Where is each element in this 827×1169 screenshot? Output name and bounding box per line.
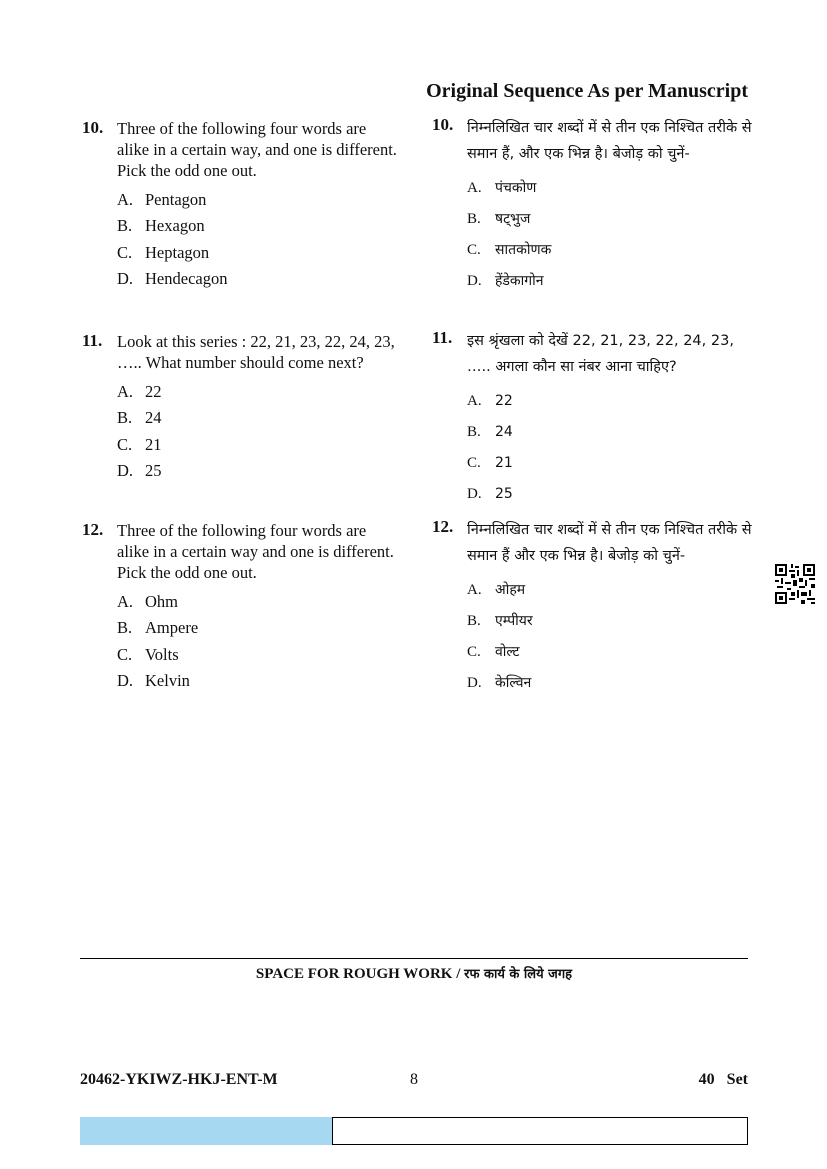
- option: A. 22: [117, 382, 162, 401]
- option: D. 25: [117, 460, 162, 480]
- question-hi-10: [432, 115, 752, 297]
- option: D. Kelvin: [117, 670, 190, 690]
- question-number: 11.: [432, 328, 453, 347]
- page-number: 8: [410, 1071, 418, 1088]
- option: A. पंचकोण: [467, 180, 537, 196]
- paper-code: 20462-YKIWZ-HKJ-ENT-M: [80, 1071, 278, 1088]
- page-title: Original Sequence As per Manuscript: [426, 80, 748, 102]
- option: B. षट्भुज: [467, 211, 531, 227]
- question-en-11: [82, 331, 402, 484]
- question-number: 12.: [82, 520, 104, 539]
- question-text: निम्नलिखित चार शब्दों में से तीन एक निश्चित तरीके से समान हैं, और एक भिन्न है। बेजोड़ को चुनें-: [467, 120, 752, 162]
- question-en-10: [82, 118, 402, 292]
- option: B. Hexagon: [117, 216, 205, 236]
- option: C. Heptagon: [117, 242, 210, 262]
- option: B. 24: [467, 424, 513, 440]
- option: A. 22: [467, 393, 513, 409]
- question-number: 12.: [432, 517, 454, 536]
- footer-color-bar: [80, 1117, 332, 1145]
- set-label: 40 Set: [698, 1071, 748, 1088]
- options-list: [117, 589, 402, 694]
- qr-code-icon: [775, 564, 815, 604]
- option: C. 21: [117, 434, 162, 454]
- question-number: 10.: [82, 118, 104, 137]
- option: D. केल्विन: [467, 675, 532, 691]
- rough-work-label: SPACE FOR ROUGH WORK / रफ कार्य के लिये जगह: [255, 966, 573, 982]
- option: B. एम्पीयर: [467, 613, 533, 629]
- option: D. Hendecagon: [117, 268, 228, 288]
- option: D. 25: [467, 486, 513, 502]
- rough-work-divider: [80, 958, 748, 959]
- question-text: इस श्रृंखला को देखें 22, 21, 23, 22, 24, 23, ….. अगला कौन सा नंबर आना चाहिए?: [467, 333, 734, 375]
- option: B. Ampere: [117, 618, 199, 638]
- question-number: 10.: [432, 115, 454, 134]
- question-number: 11.: [82, 331, 103, 350]
- option: A. ओहम: [467, 582, 526, 598]
- options-list: [467, 173, 752, 297]
- options-list: [467, 386, 752, 510]
- footer-box: [332, 1117, 748, 1145]
- option: A. Ohm: [117, 592, 178, 611]
- question-text: निम्नलिखित चार शब्दों में से तीन एक निश्चित तरीके से समान हैं और एक भिन्न है। बेजोड़ को चुनें-: [467, 522, 752, 564]
- question-text: Look at this series : 22, 21, 23, 22, 24, 23, ….. What number should come next?: [117, 332, 395, 372]
- option: C. 21: [467, 455, 513, 471]
- question-hi-11: [432, 328, 752, 510]
- question-text: Three of the following four words are alike in a certain way and one is different. Pick the odd one out.: [117, 521, 394, 582]
- question-text: Three of the following four words are alike in a certain way, and one is different. Pick the odd one out.: [117, 119, 397, 180]
- option: C. वोल्ट: [467, 644, 520, 660]
- option: A. Pentagon: [117, 190, 207, 209]
- option: C. Volts: [117, 644, 179, 664]
- option: B. 24: [117, 408, 162, 428]
- options-list: [117, 379, 402, 484]
- options-list: [467, 575, 752, 699]
- question-hi-12: [432, 517, 752, 699]
- option: C. सातकोणक: [467, 242, 552, 258]
- question-en-12: [82, 520, 402, 694]
- options-list: [117, 187, 402, 292]
- option: D. हेंडेकागोन: [467, 273, 544, 289]
